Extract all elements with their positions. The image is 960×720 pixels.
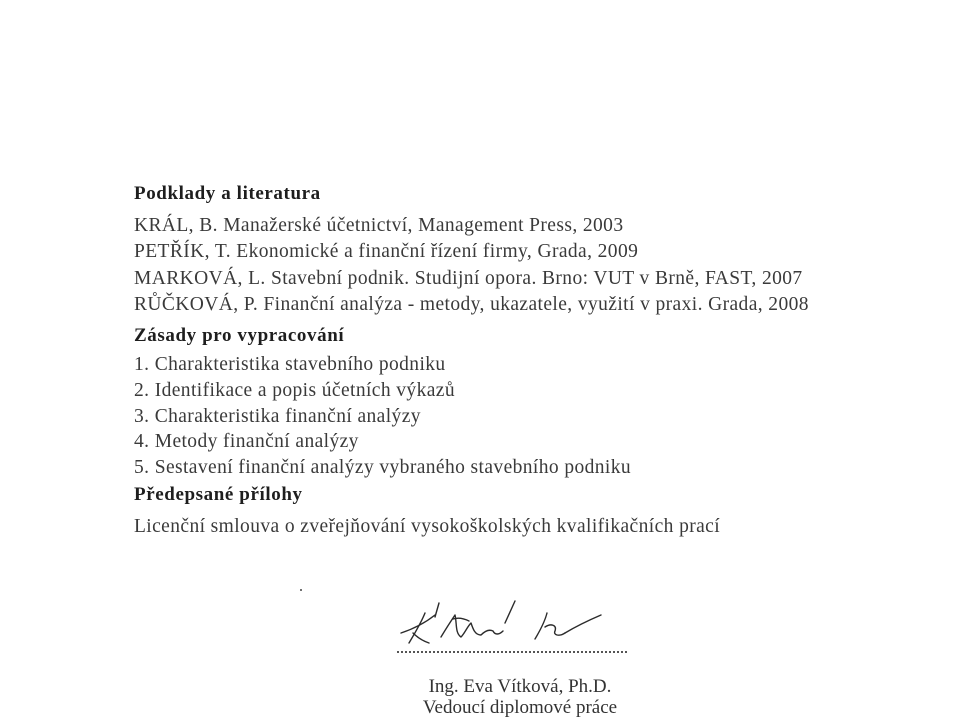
reference-item: MARKOVÁ, L. Stavební podnik. Studijní opora. Brno: VUT v Brně, FAST, 2007 — [134, 268, 803, 289]
handwritten-signature-icon — [395, 593, 635, 653]
reference-item: PETŘÍK, T. Ekonomické a finanční řízení firmy, Grada, 2009 — [134, 241, 639, 262]
reference-item: KRÁL, B. Manažerské účetnictví, Management Press, 2003 — [134, 215, 624, 236]
reference-item: RŮČKOVÁ, P. Finanční analýza - metody, ukazatele, využití v praxi. Grada, 2008 — [134, 294, 809, 315]
signature-line — [397, 651, 627, 653]
scan-speck — [300, 589, 302, 591]
signatory-role: Vedoucí diplomové práce — [422, 697, 618, 718]
principles-heading: Zásady pro vypracování — [134, 325, 345, 346]
principle-item: 1. Charakteristika stavebního podniku — [134, 354, 446, 375]
sources-heading: Podklady a literatura — [134, 183, 321, 204]
attachment-item: Licenční smlouva o zveřejňování vysokoškolských kvalifikačních prací — [134, 516, 721, 537]
principle-item: 3. Charakteristika finanční analýzy — [134, 406, 421, 427]
signatory-name: Ing. Eva Vítková, Ph.D. — [428, 676, 612, 697]
principle-item: 5. Sestavení finanční analýzy vybraného stavebního podniku — [134, 457, 632, 478]
attachments-heading: Předepsané přílohy — [134, 484, 303, 505]
principle-item: 4. Metody finanční analýzy — [134, 431, 359, 452]
principle-item: 2. Identifikace a popis účetních výkazů — [134, 380, 455, 401]
